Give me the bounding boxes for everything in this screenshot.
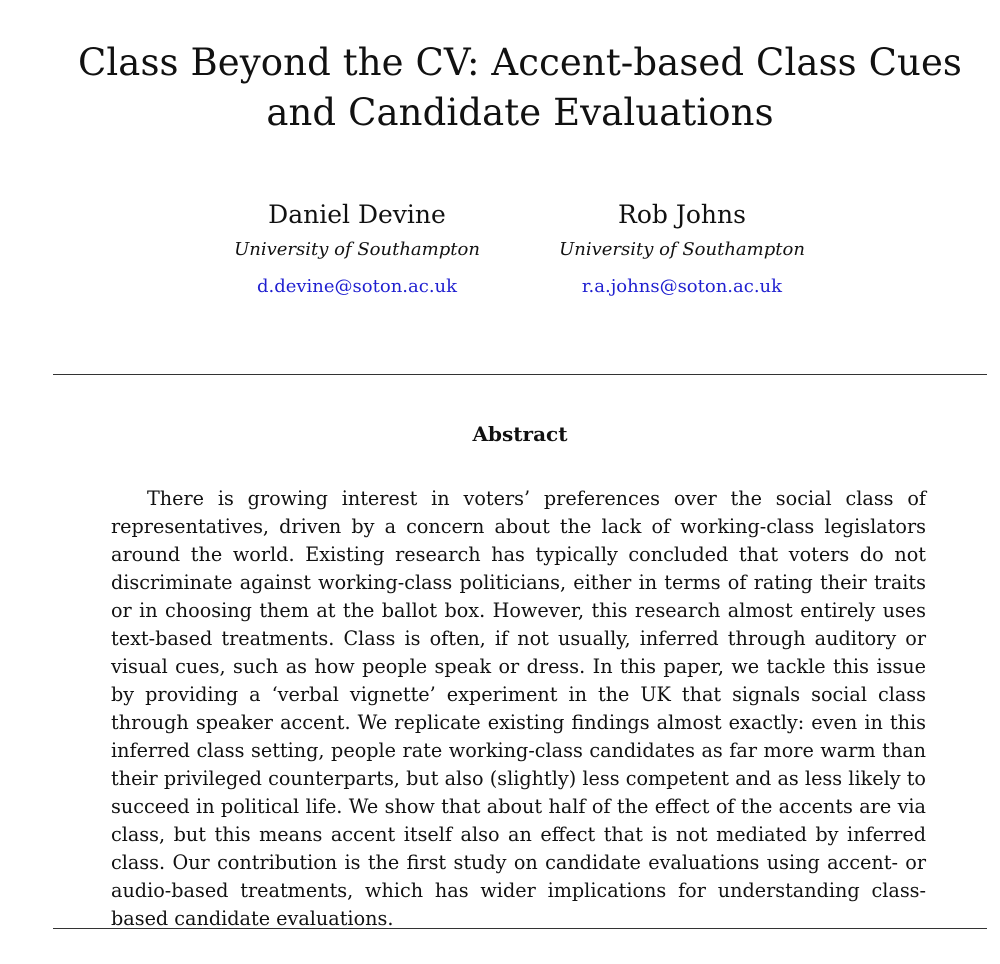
abstract-text: There is growing interest in voters’ preferences over the social class of representatives, driven by a concern about the lack of working-class legislators around the world. Existing research has typically concluded that voters do not discriminate against working-class politicians, either in terms of rating their traits or in choosing them at the ballot box. However, this research almost entirely uses text-based treatments. Class is often, if not usually, inferred through auditory or visual cues, such as how people speak or dress. In this paper, we tackle this issue by providing a ‘verbal vignette’ experiment in the UK that signals social class through speaker accent. We replicate existing findings almost exactly: even in this inferred class setting, people rate working-class candidates as far more warm than their privileged counterparts, but also (slightly) less competent and as less likely to succeed in political life. We show that about half of the effect of the accents are via class, but this means accent itself also an effect that is not mediated by inferred class. Our contribution is the first study on candidate evaluations using accent- or audio-based treatments, which has wider implications for understanding class-based candidate evaluations.: [111, 487, 926, 930]
abstract-heading: Abstract: [472, 422, 568, 446]
top-divider: [53, 374, 987, 375]
author-name: Daniel Devine: [268, 200, 446, 229]
author-email-link[interactable]: r.a.johns@soton.ac.uk: [581, 276, 783, 297]
author-email-link[interactable]: d.devine@soton.ac.uk: [256, 276, 458, 297]
author-affiliation: University of Southampton: [234, 239, 480, 260]
author-block-devine: [192, 198, 522, 300]
bottom-divider: [53, 928, 987, 929]
author-name: Rob Johns: [618, 200, 746, 229]
paper-title: Class Beyond the CV: Accent-based Class Cues and Candidate Evaluations: [77, 41, 963, 134]
author-affiliation: University of Southampton: [559, 239, 805, 260]
author-block-johns: [517, 198, 847, 300]
